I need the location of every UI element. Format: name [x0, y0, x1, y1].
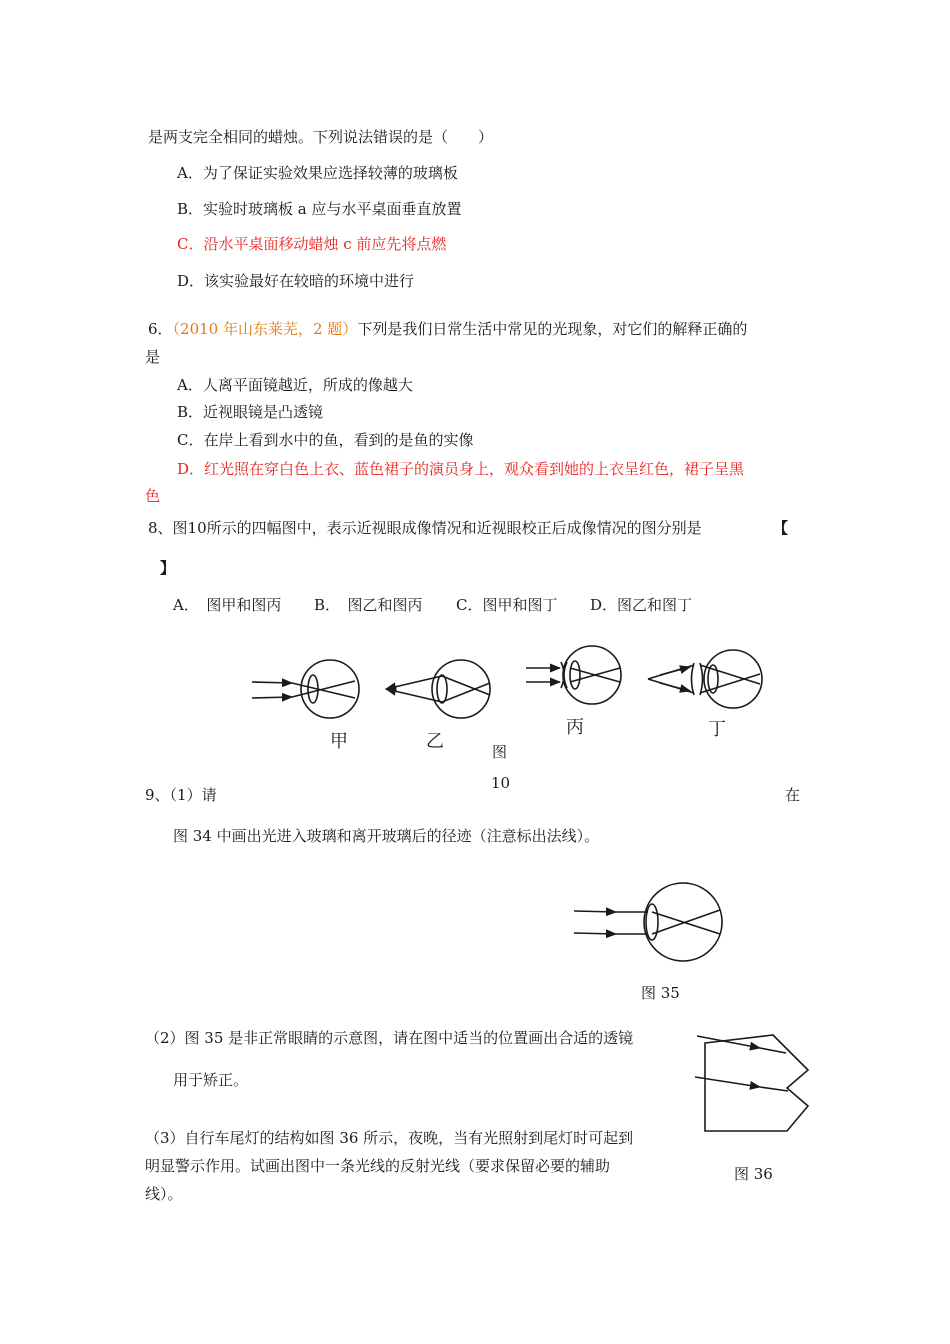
- q9-part2: （2）图 35 是非正常眼睛的示意图，请在图中适当的位置画出合适的透镜: [145, 1029, 634, 1047]
- q9-stem-right: 在: [785, 786, 801, 804]
- figure-10-caption: 图: [492, 743, 508, 761]
- eye-diagram-bing: [526, 646, 621, 704]
- figure-label-yi: 乙: [426, 731, 444, 752]
- q6-option-d-answer: D．红光照在穿白色上衣、蓝色裙子的演员身上，观众看到她的上衣呈红色，裙子呈黑: [177, 460, 745, 478]
- q8-option-b: B． 图乙和图丙: [314, 596, 423, 614]
- q6-stem-continued: 是: [145, 348, 161, 366]
- q6-option-c: C．在岸上看到水中的鱼，看到的是鱼的实像: [177, 431, 474, 449]
- q5-stem-tail: 是两支完全相同的蜡烛。下列说法错误的是（ ）: [148, 128, 494, 146]
- q6-stem-text: 下列是我们日常生活中常见的光现象，对它们的解释正确的: [357, 320, 748, 338]
- q6-number: 6．: [148, 320, 173, 338]
- q5-option-c-answer: C．沿水平桌面移动蜡烛 c 前应先将点燃: [177, 235, 447, 253]
- q5-option-a: A．为了保证实验效果应选择较薄的玻璃板: [177, 164, 458, 182]
- eye-diagram-jia: [252, 660, 359, 718]
- figure-label-bing: 丙: [566, 717, 584, 738]
- eye-diagram-ding: [648, 650, 762, 708]
- q8-stem: 8、图10所示的四幅图中，表示近视眼成像情况和近视眼校正后成像情况的图分别是: [148, 519, 702, 537]
- q9-part2-continued: 用于矫正。: [173, 1071, 249, 1089]
- q9-part3: （3）自行车尾灯的结构如图 36 所示，夜晚，当有光照射到尾灯时可起到: [145, 1129, 634, 1147]
- q9-stem: 9、（1）请: [145, 786, 217, 804]
- q9-part1: 图 34 中画出光进入玻璃和离开玻璃后的径迹（注意标出法线）。: [173, 827, 600, 845]
- q9-part3-end: 线）。: [145, 1185, 183, 1203]
- q5-option-b: B．实验时玻璃板 a 应与水平桌面垂直放置: [177, 200, 462, 218]
- figure-label-jia: 甲: [330, 731, 348, 752]
- q6-option-b: B．近视眼镜是凸透镜: [177, 403, 324, 421]
- q5-option-d: D．该实验最好在较暗的环境中进行: [177, 272, 415, 290]
- q8-option-a: A． 图甲和图丙: [173, 596, 282, 614]
- q8-option-c: C．图甲和图丁: [456, 596, 558, 614]
- q8-bracket-open: 【: [773, 519, 789, 537]
- eye-diagram-yi: [386, 660, 490, 718]
- figure-36-caption: 图 36: [734, 1165, 773, 1183]
- figure-label-ding: 丁: [708, 719, 726, 740]
- q6-stem: [148, 319, 747, 339]
- q9-part3-continued: 明显警示作用。试画出图中一条光线的反射光线（要求保留必要的辅助: [145, 1157, 611, 1175]
- q6-option-d-answer-continued: 色: [145, 487, 161, 505]
- q8-option-d: D．图乙和图丁: [590, 596, 693, 614]
- figure-35-caption: 图 35: [641, 984, 680, 1002]
- q8-bracket-close: 】: [160, 559, 176, 577]
- q6-source: （2010 年山东莱芜，2 题）: [172, 320, 358, 338]
- figure-10-caption-number: 10: [491, 774, 511, 792]
- q6-option-a: A．人离平面镜越近，所成的像越大: [177, 376, 413, 394]
